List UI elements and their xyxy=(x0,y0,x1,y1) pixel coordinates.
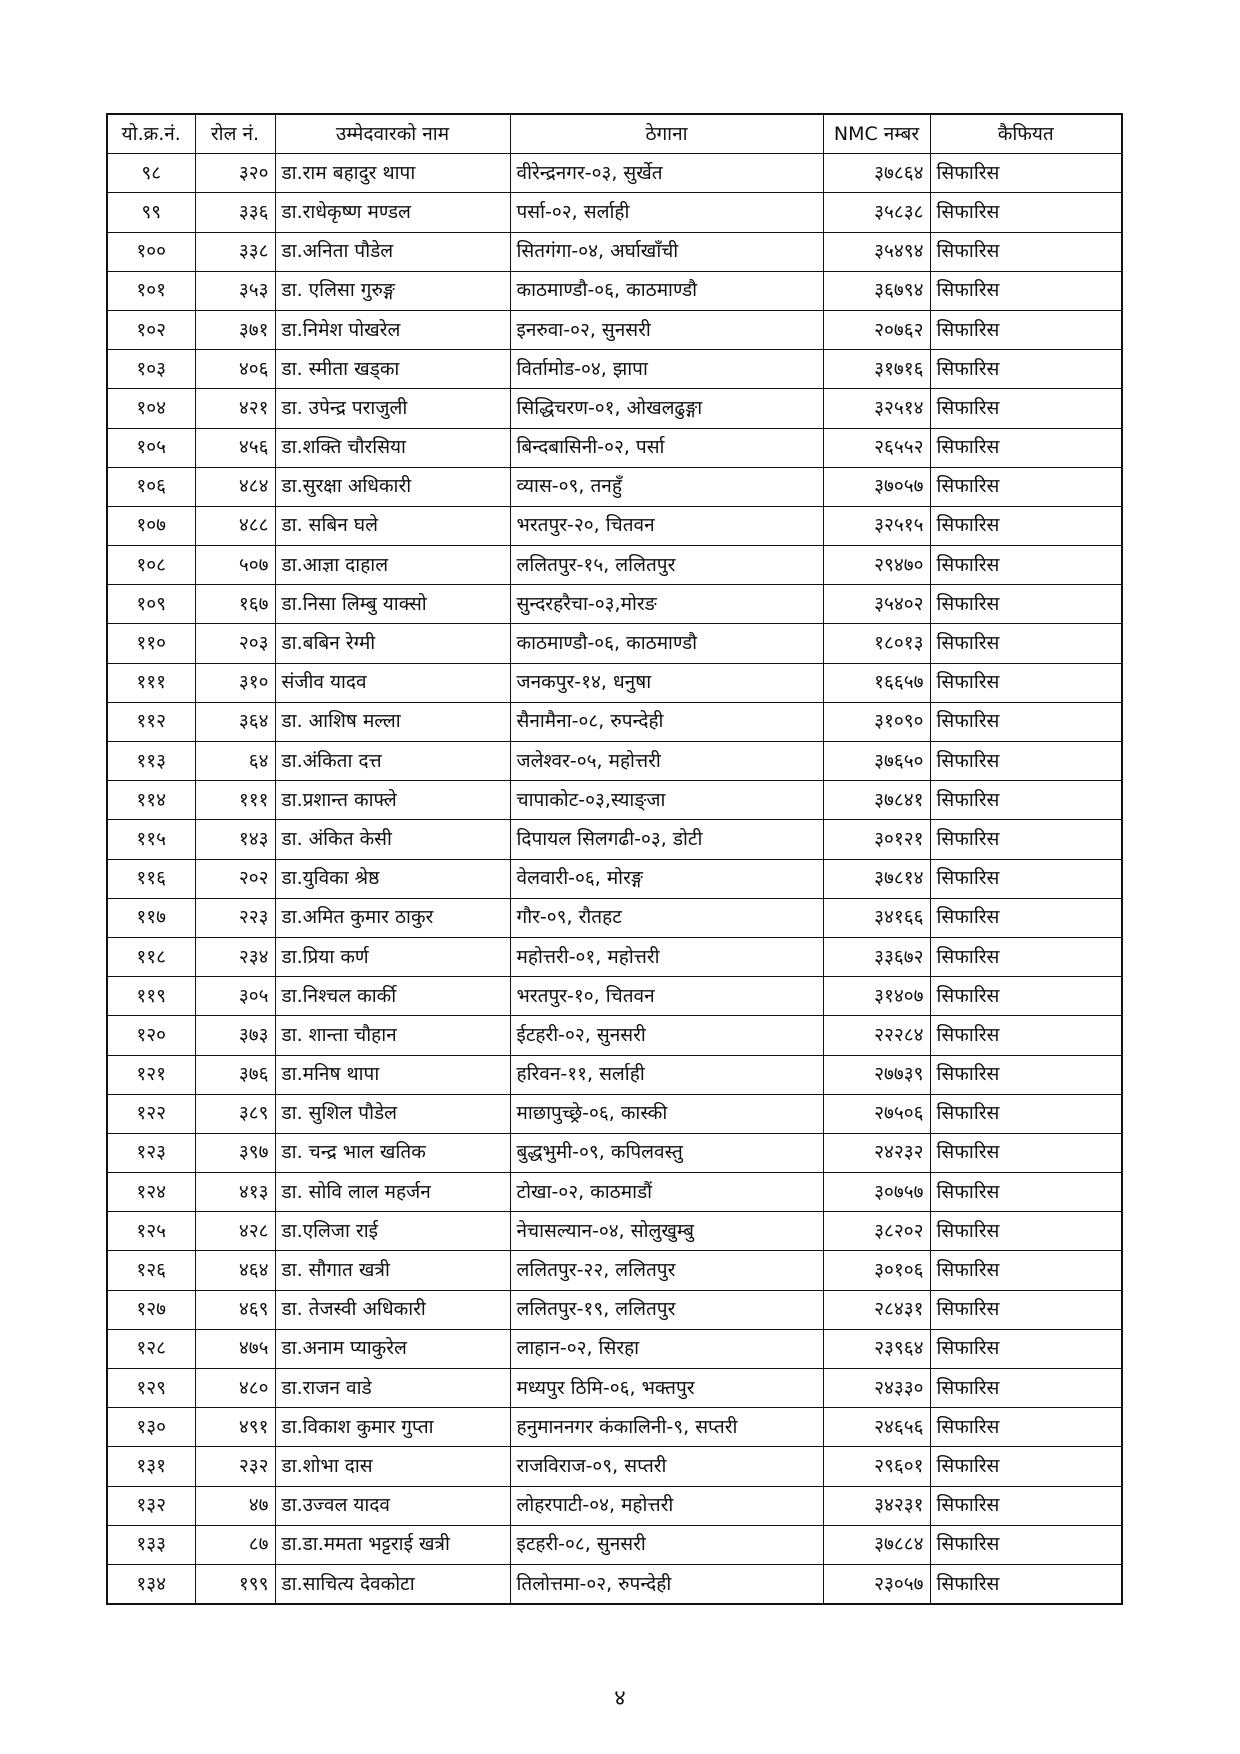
cell-remark: सिफारिस xyxy=(930,546,1122,585)
cell-candidate-name: डा. उपेन्द्र पराजुली xyxy=(275,389,510,428)
cell-nmc-number: ३२५१४ xyxy=(823,389,930,428)
cell-nmc-number: २४३३० xyxy=(823,1369,930,1408)
cell-roll-number: ४७५ xyxy=(195,1329,275,1368)
cell-nmc-number: २९४७० xyxy=(823,546,930,585)
cell-candidate-name: डा. सौगात खत्री xyxy=(275,1251,510,1290)
cell-roll-number: ३७३ xyxy=(195,1016,275,1055)
cell-address: पर्सा-०२, सर्लाही xyxy=(510,193,823,232)
cell-nmc-number: ३३६७२ xyxy=(823,937,930,976)
cell-address: काठमाण्डौ-०६, काठमाण्डौ xyxy=(510,271,823,310)
header-address: ठेगाना xyxy=(510,114,823,154)
cell-candidate-name: डा.प्रिया कर्ण xyxy=(275,937,510,976)
cell-serial-number: १२८ xyxy=(107,1329,195,1368)
table-row xyxy=(107,1133,1122,1172)
cell-candidate-name: डा.शोभा दास xyxy=(275,1447,510,1486)
cell-nmc-number: २०७६२ xyxy=(823,310,930,349)
cell-remark: सिफारिस xyxy=(930,1408,1122,1447)
cell-address: तिलोत्तमा-०२, रुपन्देही xyxy=(510,1564,823,1604)
cell-address: ललितपुर-१५, ललितपुर xyxy=(510,546,823,585)
cell-roll-number: ३५३ xyxy=(195,271,275,310)
cell-nmc-number: २९६०१ xyxy=(823,1447,930,1486)
cell-candidate-name: डा.निसा लिम्बु याक्सो xyxy=(275,585,510,624)
cell-address: सिद्धिचरण-०१, ओखलढुङ्गा xyxy=(510,389,823,428)
cell-serial-number: ११७ xyxy=(107,898,195,937)
cell-address: महोत्तरी-०१, महोत्तरी xyxy=(510,937,823,976)
cell-candidate-name: डा. एलिसा गुरुङ्ग xyxy=(275,271,510,310)
cell-nmc-number: ३१७१६ xyxy=(823,350,930,389)
cell-nmc-number: ३८२०२ xyxy=(823,1212,930,1251)
cell-roll-number: २०२ xyxy=(195,859,275,898)
cell-serial-number: ११० xyxy=(107,624,195,663)
cell-address: भरतपुर-२०, चितवन xyxy=(510,506,823,545)
cell-serial-number: १०१ xyxy=(107,271,195,310)
cell-candidate-name: डा.अमित कुमार ठाकुर xyxy=(275,898,510,937)
cell-roll-number: ३२० xyxy=(195,154,275,193)
cell-roll-number: ३३६ xyxy=(195,193,275,232)
cell-roll-number: २०३ xyxy=(195,624,275,663)
cell-remark: सिफारिस xyxy=(930,898,1122,937)
cell-nmc-number: २८४३१ xyxy=(823,1290,930,1329)
cell-roll-number: ३७१ xyxy=(195,310,275,349)
cell-candidate-name: डा.राजन वाडे xyxy=(275,1369,510,1408)
table-row xyxy=(107,1290,1122,1329)
cell-address: जलेश्वर-०५, महोत्तरी xyxy=(510,742,823,781)
cell-serial-number: १२१ xyxy=(107,1055,195,1094)
cell-candidate-name: डा.निमेश पोखरेल xyxy=(275,310,510,349)
cell-address: ललितपुर-१९, ललितपुर xyxy=(510,1290,823,1329)
cell-address: ललितपुर-२२, ललितपुर xyxy=(510,1251,823,1290)
cell-candidate-name: डा.आज्ञा दाहाल xyxy=(275,546,510,585)
cell-remark: सिफारिस xyxy=(930,1447,1122,1486)
cell-candidate-name: डा.उज्वल यादव xyxy=(275,1486,510,1525)
table-row xyxy=(107,350,1122,389)
cell-serial-number: १२२ xyxy=(107,1094,195,1133)
cell-address: वेलवारी-०६, मोरङ्ग xyxy=(510,859,823,898)
cell-candidate-name: डा.शक्ति चौरसिया xyxy=(275,428,510,467)
table-row xyxy=(107,1016,1122,1055)
cell-address: इटहरी-०८, सुनसरी xyxy=(510,1525,823,1564)
cell-serial-number: १३२ xyxy=(107,1486,195,1525)
cell-serial-number: १०४ xyxy=(107,389,195,428)
table-row xyxy=(107,310,1122,349)
cell-remark: सिफारिस xyxy=(930,1251,1122,1290)
cell-candidate-name: डा. आशिष मल्ला xyxy=(275,702,510,741)
cell-candidate-name: डा.सुरक्षा अधिकारी xyxy=(275,467,510,506)
cell-nmc-number: ३७८८४ xyxy=(823,1525,930,1564)
table-row xyxy=(107,428,1122,467)
table-row xyxy=(107,1447,1122,1486)
cell-serial-number: १२० xyxy=(107,1016,195,1055)
cell-roll-number: ४५६ xyxy=(195,428,275,467)
cell-roll-number: ४८४ xyxy=(195,467,275,506)
cell-remark: सिफारिस xyxy=(930,742,1122,781)
cell-candidate-name: डा.प्रशान्त काफ्ले xyxy=(275,781,510,820)
cell-roll-number: ४२१ xyxy=(195,389,275,428)
cell-candidate-name: संजीव यादव xyxy=(275,663,510,702)
cell-address: दिपायल सिलगढी-०३, डोटी xyxy=(510,820,823,859)
table-row xyxy=(107,781,1122,820)
table-row xyxy=(107,1525,1122,1564)
cell-serial-number: ११२ xyxy=(107,702,195,741)
cell-candidate-name: डा.अनाम प्याकुरेल xyxy=(275,1329,510,1368)
table-row xyxy=(107,1212,1122,1251)
table-row xyxy=(107,1369,1122,1408)
cell-roll-number: १११ xyxy=(195,781,275,820)
table-body xyxy=(107,154,1122,1604)
cell-nmc-number: ३१४०७ xyxy=(823,977,930,1016)
cell-nmc-number: १८०१३ xyxy=(823,624,930,663)
cell-address: वीरेन्द्रनगर-०३, सुर्खेत xyxy=(510,154,823,193)
cell-address: राजविराज-०९, सप्तरी xyxy=(510,1447,823,1486)
cell-nmc-number: ३०१०६ xyxy=(823,1251,930,1290)
cell-remark: सिफारिस xyxy=(930,1369,1122,1408)
cell-remark: सिफारिस xyxy=(930,977,1122,1016)
cell-remark: सिफारिस xyxy=(930,624,1122,663)
cell-roll-number: ४२८ xyxy=(195,1212,275,1251)
cell-nmc-number: ३५४९४ xyxy=(823,232,930,271)
cell-address: हनुमाननगर कंकालिनी-९, सप्तरी xyxy=(510,1408,823,1447)
cell-candidate-name: डा. शान्ता चौहान xyxy=(275,1016,510,1055)
cell-address: विर्तामोड-०४, झापा xyxy=(510,350,823,389)
cell-address: व्यास-०९, तनहुँ xyxy=(510,467,823,506)
cell-remark: सिफारिस xyxy=(930,1212,1122,1251)
cell-remark: सिफारिस xyxy=(930,193,1122,232)
candidate-recommendation-table xyxy=(106,113,1123,1605)
cell-candidate-name: डा.राधेकृष्ण मण्डल xyxy=(275,193,510,232)
cell-serial-number: १०६ xyxy=(107,467,195,506)
cell-remark: सिफारिस xyxy=(930,820,1122,859)
table-row xyxy=(107,546,1122,585)
cell-candidate-name: डा. सोवि लाल महर्जन xyxy=(275,1173,510,1212)
table-row xyxy=(107,1251,1122,1290)
cell-nmc-number: ३२५१५ xyxy=(823,506,930,545)
cell-remark: सिफारिस xyxy=(930,1094,1122,1133)
cell-remark: सिफारिस xyxy=(930,859,1122,898)
cell-serial-number: ११८ xyxy=(107,937,195,976)
table-row xyxy=(107,154,1122,193)
cell-remark: सिफारिस xyxy=(930,1564,1122,1604)
table-row xyxy=(107,193,1122,232)
cell-nmc-number: ३६७९४ xyxy=(823,271,930,310)
cell-nmc-number: ३०१२१ xyxy=(823,820,930,859)
cell-candidate-name: डा. तेजस्वी अधिकारी xyxy=(275,1290,510,1329)
cell-serial-number: १०२ xyxy=(107,310,195,349)
cell-roll-number: ३३८ xyxy=(195,232,275,271)
cell-address: सैनामैना-०८, रुपन्देही xyxy=(510,702,823,741)
cell-roll-number: ३१० xyxy=(195,663,275,702)
cell-remark: सिफारिस xyxy=(930,663,1122,702)
cell-remark: सिफारिस xyxy=(930,350,1122,389)
table-header-row xyxy=(107,114,1122,154)
cell-address: लाहान-०२, सिरहा xyxy=(510,1329,823,1368)
cell-serial-number: १०९ xyxy=(107,585,195,624)
header-nmc-number: NMC नम्बर xyxy=(823,114,930,154)
cell-serial-number: १०५ xyxy=(107,428,195,467)
cell-nmc-number: ३७८४१ xyxy=(823,781,930,820)
cell-serial-number: १०७ xyxy=(107,506,195,545)
table-row xyxy=(107,937,1122,976)
cell-remark: सिफारिस xyxy=(930,467,1122,506)
cell-nmc-number: ३५८३८ xyxy=(823,193,930,232)
cell-roll-number: ४१३ xyxy=(195,1173,275,1212)
cell-serial-number: १०० xyxy=(107,232,195,271)
cell-candidate-name: डा.साचित्य देवकोटा xyxy=(275,1564,510,1604)
cell-serial-number: १३० xyxy=(107,1408,195,1447)
cell-roll-number: ५०७ xyxy=(195,546,275,585)
cell-roll-number: ३७६ xyxy=(195,1055,275,1094)
table-row xyxy=(107,1486,1122,1525)
cell-remark: सिफारिस xyxy=(930,781,1122,820)
cell-nmc-number: ३७६५० xyxy=(823,742,930,781)
cell-nmc-number: २७५०६ xyxy=(823,1094,930,1133)
table-row xyxy=(107,467,1122,506)
cell-roll-number: ४६४ xyxy=(195,1251,275,1290)
cell-address: भरतपुर-१०, चितवन xyxy=(510,977,823,1016)
table-row xyxy=(107,702,1122,741)
cell-nmc-number: २३९६४ xyxy=(823,1329,930,1368)
cell-roll-number: १६७ xyxy=(195,585,275,624)
cell-nmc-number: २७७३९ xyxy=(823,1055,930,1094)
cell-candidate-name: डा.विकाश कुमार गुप्ता xyxy=(275,1408,510,1447)
cell-address: चापाकोट-०३,स्याङ्जा xyxy=(510,781,823,820)
table-row xyxy=(107,1173,1122,1212)
cell-candidate-name: डा.मनिष थापा xyxy=(275,1055,510,1094)
cell-roll-number: ४८० xyxy=(195,1369,275,1408)
cell-serial-number: ११४ xyxy=(107,781,195,820)
cell-nmc-number: २२२८४ xyxy=(823,1016,930,1055)
table-row xyxy=(107,859,1122,898)
cell-remark: सिफारिस xyxy=(930,271,1122,310)
cell-address: लोहरपाटी-०४, महोत्तरी xyxy=(510,1486,823,1525)
table-row xyxy=(107,624,1122,663)
cell-roll-number: ३९७ xyxy=(195,1133,275,1172)
cell-serial-number: ९९ xyxy=(107,193,195,232)
cell-roll-number: १९९ xyxy=(195,1564,275,1604)
cell-address: ईटहरी-०२, सुनसरी xyxy=(510,1016,823,1055)
cell-roll-number: ३८९ xyxy=(195,1094,275,1133)
cell-nmc-number: ३७८१४ xyxy=(823,859,930,898)
cell-serial-number: ११५ xyxy=(107,820,195,859)
header-roll-number: रोल नं. xyxy=(195,114,275,154)
cell-nmc-number: २६५५२ xyxy=(823,428,930,467)
header-serial-number: यो.क्र.नं. xyxy=(107,114,195,154)
cell-address: मध्यपुर ठिमि-०६, भक्तपुर xyxy=(510,1369,823,1408)
cell-roll-number: ३०५ xyxy=(195,977,275,1016)
cell-remark: सिफारिस xyxy=(930,154,1122,193)
cell-address: नेचासल्यान-०४, सोलुखुम्बु xyxy=(510,1212,823,1251)
cell-candidate-name: डा.युविका श्रेष्ठ xyxy=(275,859,510,898)
cell-nmc-number: ३७०५७ xyxy=(823,467,930,506)
cell-serial-number: १२४ xyxy=(107,1173,195,1212)
cell-remark: सिफारिस xyxy=(930,232,1122,271)
cell-nmc-number: ३४१६६ xyxy=(823,898,930,937)
cell-remark: सिफारिस xyxy=(930,1525,1122,1564)
cell-serial-number: ११६ xyxy=(107,859,195,898)
table-row xyxy=(107,1329,1122,1368)
cell-remark: सिफारिस xyxy=(930,389,1122,428)
cell-serial-number: १२५ xyxy=(107,1212,195,1251)
cell-address: माछापुच्छ्रे-०६, कास्की xyxy=(510,1094,823,1133)
cell-roll-number: ८७ xyxy=(195,1525,275,1564)
cell-address: काठमाण्डौ-०६, काठमाण्डौ xyxy=(510,624,823,663)
cell-roll-number: २३२ xyxy=(195,1447,275,1486)
cell-candidate-name: डा.डा.ममता भट्टराई खत्री xyxy=(275,1525,510,1564)
cell-serial-number: १२६ xyxy=(107,1251,195,1290)
cell-remark: सिफारिस xyxy=(930,1055,1122,1094)
cell-remark: सिफारिस xyxy=(930,1173,1122,1212)
cell-remark: सिफारिस xyxy=(930,1290,1122,1329)
cell-remark: सिफारिस xyxy=(930,1329,1122,1368)
cell-address: सुन्दरहरैचा-०३,मोरङ xyxy=(510,585,823,624)
cell-address: बुद्धभुमी-०९, कपिलवस्तु xyxy=(510,1133,823,1172)
cell-serial-number: १२७ xyxy=(107,1290,195,1329)
table-row xyxy=(107,389,1122,428)
table-row xyxy=(107,1055,1122,1094)
cell-candidate-name: डा. अंकित केसी xyxy=(275,820,510,859)
cell-remark: सिफारिस xyxy=(930,937,1122,976)
cell-roll-number: ४६९ xyxy=(195,1290,275,1329)
table-row xyxy=(107,977,1122,1016)
table-row xyxy=(107,898,1122,937)
cell-remark: सिफारिस xyxy=(930,585,1122,624)
cell-roll-number: ४७ xyxy=(195,1486,275,1525)
cell-serial-number: ९८ xyxy=(107,154,195,193)
cell-address: बिन्दबासिनी-०२, पर्सा xyxy=(510,428,823,467)
cell-roll-number: २३४ xyxy=(195,937,275,976)
cell-candidate-name: डा.अंकिता दत्त xyxy=(275,742,510,781)
page-number: ४ xyxy=(614,1686,626,1711)
cell-serial-number: ११९ xyxy=(107,977,195,1016)
table-row xyxy=(107,742,1122,781)
cell-nmc-number: २४६५६ xyxy=(823,1408,930,1447)
header-remark: कैफियत xyxy=(930,114,1122,154)
cell-serial-number: ११३ xyxy=(107,742,195,781)
table-row xyxy=(107,820,1122,859)
cell-nmc-number: ३०७५७ xyxy=(823,1173,930,1212)
cell-candidate-name: डा.बबिन रेग्मी xyxy=(275,624,510,663)
cell-address: गौर-०९, रौतहट xyxy=(510,898,823,937)
table-row xyxy=(107,1408,1122,1447)
cell-roll-number: २२३ xyxy=(195,898,275,937)
cell-roll-number: ६४ xyxy=(195,742,275,781)
table-row xyxy=(107,663,1122,702)
cell-remark: सिफारिस xyxy=(930,428,1122,467)
cell-candidate-name: डा.राम बहादुर थापा xyxy=(275,154,510,193)
cell-serial-number: १३३ xyxy=(107,1525,195,1564)
cell-roll-number: ४०६ xyxy=(195,350,275,389)
cell-serial-number: १२३ xyxy=(107,1133,195,1172)
cell-serial-number: १३४ xyxy=(107,1564,195,1604)
cell-serial-number: १२९ xyxy=(107,1369,195,1408)
cell-serial-number: १११ xyxy=(107,663,195,702)
cell-nmc-number: ३५४०२ xyxy=(823,585,930,624)
table-row xyxy=(107,1094,1122,1133)
cell-remark: सिफारिस xyxy=(930,506,1122,545)
table-row xyxy=(107,271,1122,310)
cell-roll-number: ४९१ xyxy=(195,1408,275,1447)
cell-nmc-number: २४२३२ xyxy=(823,1133,930,1172)
cell-serial-number: १३१ xyxy=(107,1447,195,1486)
table-row xyxy=(107,585,1122,624)
cell-candidate-name: डा. सुशिल पौडेल xyxy=(275,1094,510,1133)
cell-candidate-name: डा. सबिन घले xyxy=(275,506,510,545)
cell-nmc-number: ३७८६४ xyxy=(823,154,930,193)
cell-remark: सिफारिस xyxy=(930,1486,1122,1525)
cell-remark: सिफारिस xyxy=(930,310,1122,349)
cell-serial-number: १०३ xyxy=(107,350,195,389)
cell-serial-number: १०८ xyxy=(107,546,195,585)
cell-address: इनरुवा-०२, सुनसरी xyxy=(510,310,823,349)
cell-nmc-number: ३१०९० xyxy=(823,702,930,741)
cell-candidate-name: डा.अनिता पौडेल xyxy=(275,232,510,271)
cell-candidate-name: डा.एलिजा राई xyxy=(275,1212,510,1251)
cell-remark: सिफारिस xyxy=(930,1133,1122,1172)
cell-remark: सिफारिस xyxy=(930,1016,1122,1055)
cell-candidate-name: डा. स्मीता खड्का xyxy=(275,350,510,389)
table-row xyxy=(107,506,1122,545)
cell-address: टोखा-०२, काठमाडौं xyxy=(510,1173,823,1212)
cell-nmc-number: २३०५७ xyxy=(823,1564,930,1604)
cell-address: हरिवन-११, सर्लाही xyxy=(510,1055,823,1094)
cell-candidate-name: डा. चन्द्र भाल खतिक xyxy=(275,1133,510,1172)
cell-roll-number: १४३ xyxy=(195,820,275,859)
cell-nmc-number: १६६५७ xyxy=(823,663,930,702)
cell-address: जनकपुर-१४, धनुषा xyxy=(510,663,823,702)
cell-roll-number: ४८८ xyxy=(195,506,275,545)
table-row xyxy=(107,232,1122,271)
cell-nmc-number: ३४२३१ xyxy=(823,1486,930,1525)
cell-address: सितगंगा-०४, अर्घाखाँची xyxy=(510,232,823,271)
cell-remark: सिफारिस xyxy=(930,702,1122,741)
cell-candidate-name: डा.निश्चल कार्की xyxy=(275,977,510,1016)
cell-roll-number: ३६४ xyxy=(195,702,275,741)
header-candidate-name: उम्मेदवारको नाम xyxy=(275,114,510,154)
table-row xyxy=(107,1564,1122,1604)
